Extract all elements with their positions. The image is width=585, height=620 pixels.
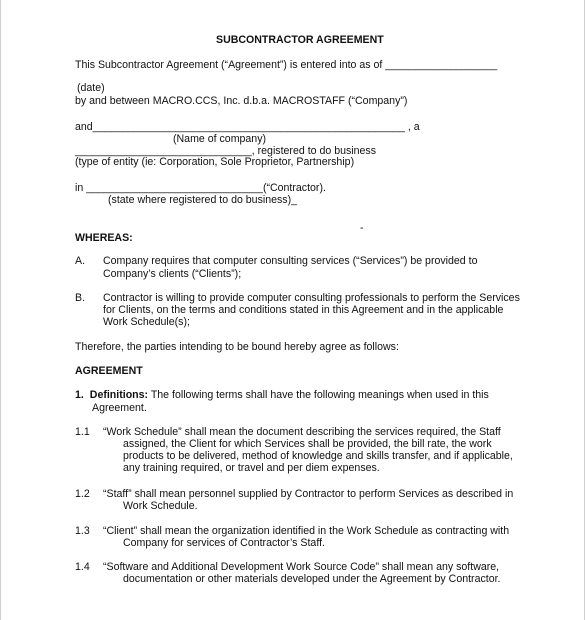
recital-a-line: Company’s clients (“Clients”); — [103, 268, 242, 280]
clause-line: “Work Schedule” shall mean the document describing the services required, the Staff — [103, 426, 501, 438]
clause-line: “Client” shall mean the organization identified in the Work Schedule as contracting with — [103, 525, 510, 537]
clause-line: documentation or other materials developed under the Agreement by Contractor. — [123, 573, 501, 585]
whereas-heading: WHEREAS: — [75, 232, 133, 244]
recital-a-line: Company requires that computer consulting services (“Services”) be provided to — [103, 255, 478, 267]
clause-line: products to be delivered, method of knowledge and skills transfer, and if applicable, — [123, 450, 513, 462]
date-label: (date) — [77, 82, 105, 94]
clause-line: “Staff” shall mean personnel supplied by Contractor to perform Services as described in — [103, 488, 514, 500]
parties-line: by and between MACRO.CCS, Inc. d.b.a. MACROSTAFF (“Company”) — [75, 95, 408, 107]
clause-line: Company for services of Contractor’s Staff. — [123, 537, 325, 549]
state-line: in ______________________________(“Contractor). — [75, 182, 326, 194]
definitions-text: The following terms shall have the following meanings when used in this — [148, 389, 489, 401]
recital-b-line: for Clients, on the terms and conditions stated in this Agreement and in the applicable — [103, 304, 504, 316]
recital-b-line: Work Schedule(s); — [103, 316, 190, 328]
clause-number: 1.3 — [75, 525, 90, 537]
clause-line: any training required, or travel and per diem expenses. — [123, 462, 380, 474]
definitions-text: Agreement. — [92, 402, 147, 414]
recital-a-letter: A. — [75, 255, 86, 267]
clause-number: 1.4 — [75, 561, 90, 573]
agreement-heading: AGREEMENT — [75, 365, 143, 377]
recital-b-line: Contractor is willing to provide computer consulting professionals to perform the Services — [103, 292, 520, 304]
registered-line: ______________________________, registered to do business — [75, 145, 377, 157]
intro-line: This Subcontractor Agreement (“Agreement”) is entered into as of ___________________ — [75, 59, 498, 71]
recital-b-letter: B. — [75, 292, 86, 304]
entity-type-label: (type of entity (ie: Corporation, Sole Proprietor, Partnership) — [75, 156, 355, 168]
therefore-line: Therefore, the parties intending to be bound hereby agree as follows: — [75, 341, 399, 353]
definitions-title: Definitions: — [89, 389, 149, 401]
clause-number: 1.2 — [75, 488, 90, 500]
state-label: (state where registered to do business)_ — [108, 194, 298, 206]
clause-line: Work Schedule. — [123, 500, 198, 512]
clause-number: 1.1 — [75, 426, 90, 438]
clause-line: assigned, the Client for which Services shall be provided, the bill rate, the work — [123, 438, 492, 450]
stray-dash: - — [360, 222, 364, 234]
company-name-label: (Name of company) — [173, 133, 267, 145]
clause-line: “Software and Additional Development Work Source Code” shall mean any software, — [103, 561, 500, 573]
document-title: SUBCONTRACTOR AGREEMENT — [216, 34, 384, 46]
definitions-line — [75, 389, 489, 402]
definitions-number: 1. — [75, 389, 84, 401]
company-name-line: and_____________________________________________________ , a — [75, 121, 420, 133]
